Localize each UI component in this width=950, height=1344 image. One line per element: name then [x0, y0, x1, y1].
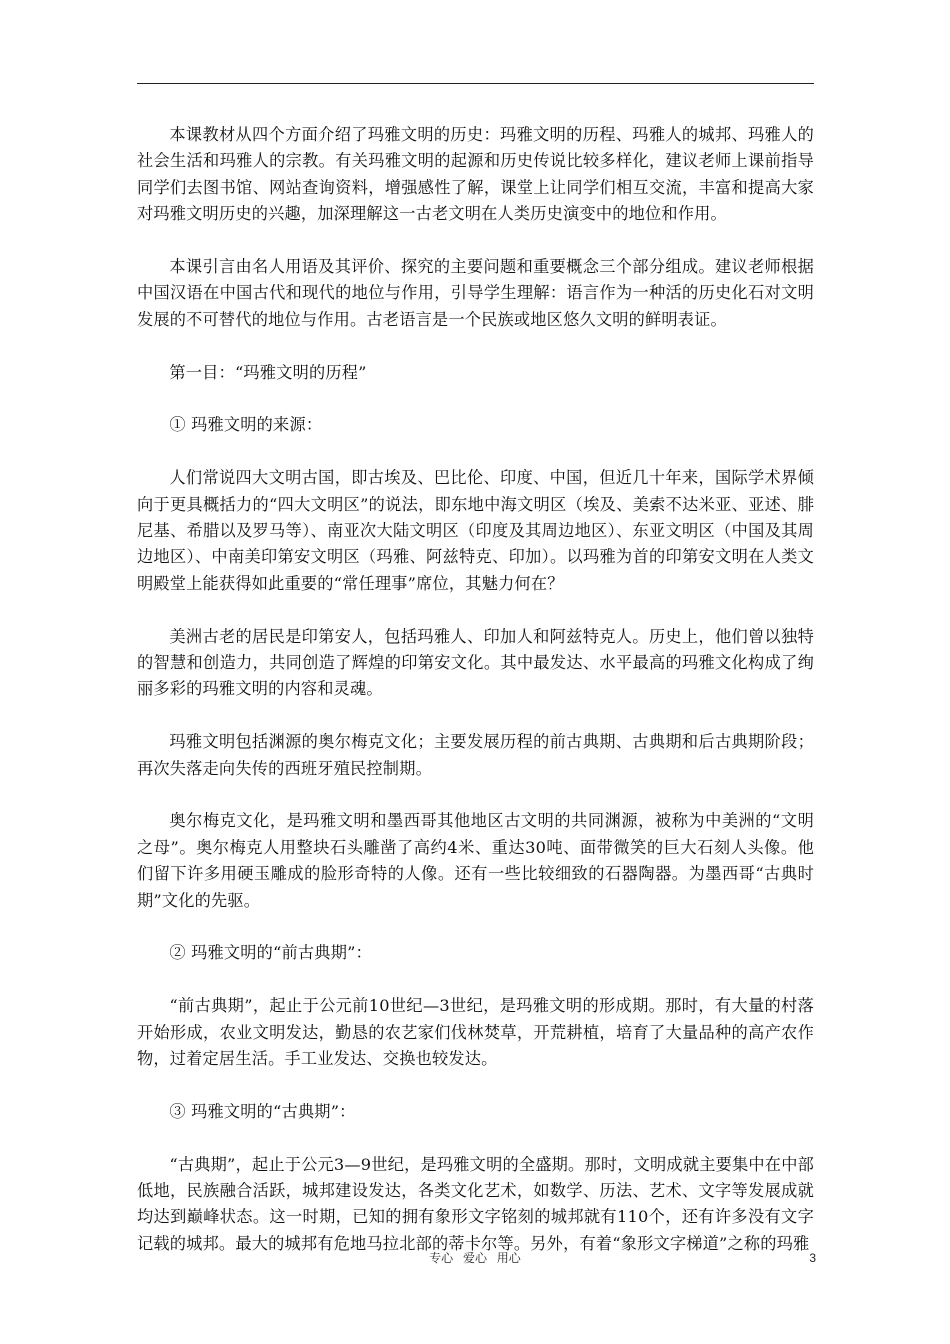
paragraph-lead-in: 本课引言由名人用语及其评价、探究的主要问题和重要概念三个部分组成。建议老师根据中国汉语在中国古代和现代的地位与作用，引导学生理解：语言作为一种活的历史化石对文明发展的不可替代的地位与作用。古老语言是一个民族或地区悠久文明的鲜明表证。 — [137, 257, 814, 329]
subheading-classic: ③ 玛雅文明的“古典期”： — [169, 1101, 356, 1121]
section-heading-1: 第一目：“玛雅文明的历程” — [169, 362, 367, 382]
paragraph-preclassic: “前古典期”，起止于公元前10世纪—3世纪，是玛雅文明的形成期。那时，有大量的村落开始形成，农业文明发达，勤恳的农艺家们伐林焚草，开荒耕植，培育了大量品种的高产农作物，过着定居生活。手工业发达、交换也较发达。 — [137, 996, 814, 1069]
paragraph-classic: “古典期”，起止于公元3—9世纪，是玛雅文明的全盛期。那时，文明成就主要集中在中部低地，民族融合活跃，城邦建设发达，各类文化艺术，如数学、历法、艺术、文字等发展成就均达到巅峰状态。这一时期，已知的拥有象形文字铭刻的城邦就有110个，还有许多没有文字记载的城邦。最大的城邦有危地马拉北部的蒂卡尔等。另外，有着“象形文字梯道”之称的玛雅 — [137, 1154, 814, 1253]
paragraph-periods: 玛雅文明包括渊源的奥尔梅克文化；主要发展历程的前古典期、古典期和后古典期阶段；再次失落走向失传的西班牙殖民控制期。 — [137, 732, 814, 778]
paragraph-olmec: 奥尔梅克文化，是玛雅文明和墨西哥其他地区古文明的共同渊源，被称为中美洲的“文明之母”。奥尔梅克人用整块石头雕凿了高约4米、重达30吨、面带微笑的巨大石刻人头像。他们留下许多用硬玉雕成的脸形奇特的人像。还有一些比较细致的石器陶器。为墨西哥“古典时期”文化的先驱。 — [137, 811, 814, 910]
paragraph-civilization-regions: 人们常说四大文明古国，即古埃及、巴比伦、印度、中国，但近几十年来，国际学术界倾向于更具概括力的“四大文明区”的说法，即东地中海文明区（埃及、美索不达米亚、亚述、腓尼基、希腊以及罗马等）、南亚次大陆文明区（印度及其周边地区）、东亚文明区（中国及其周边地区）、中南美印第安文明区（玛雅、阿兹特克、印加）。以玛雅为首的印第安文明在人类文明殿堂上能获得如此重要的“常任理事”席位，其魅力何在？ — [137, 468, 814, 593]
subheading-origin: ① 玛雅文明的来源： — [169, 415, 323, 435]
page-body — [137, 122, 814, 1257]
page-number: 3 — [809, 1251, 816, 1265]
header-rule — [137, 83, 814, 84]
subheading-preclassic: ② 玛雅文明的“前古典期”： — [169, 943, 372, 963]
paragraph-intro: 本课教材从四个方面介绍了玛雅文明的历史：玛雅文明的历程、玛雅人的城邦、玛雅人的社会生活和玛雅人的宗教。有关玛雅文明的起源和历史传说比较多样化，建议老师上课前指导同学们去图书馆、网站查询资料，增强感性了解，课堂上让同学们相互交流，丰富和提高大家对玛雅文明历史的兴趣，加深理解这一古老文明在人类历史演变中的地位和作用。 — [137, 125, 814, 224]
footer-motto: 专心 爱心 用心 — [429, 1251, 521, 1265]
paragraph-indian-peoples: 美洲古老的居民是印第安人，包括玛雅人、印加人和阿兹特克人。历史上，他们曾以独特的智慧和创造力，共同创造了辉煌的印第安文化。其中最发达、水平最高的玛雅文化构成了绚丽多彩的玛雅文明的内容和灵魂。 — [137, 626, 814, 699]
